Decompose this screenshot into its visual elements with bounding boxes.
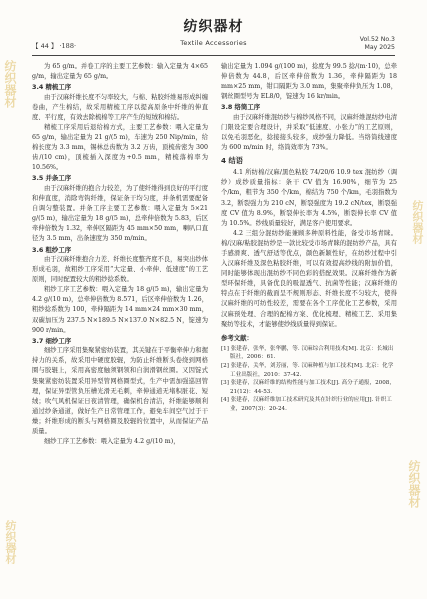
journal-subtitle: Textile Accessories xyxy=(180,39,247,47)
journal-code: ·188· xyxy=(59,42,77,50)
right-column xyxy=(221,62,397,414)
body-paragraph: 由于汉麻纤维混纺纱与棉纱风格不同，汉麻纤维混纺纱电清门限设定要合理设计，并采取“低速度、小张力”的工艺原则，以免毛羽恶化，捻接接头较多，成纱强力降低。当络筒线速度为 600 m/min 时，络筒效率为 73%。 xyxy=(221,113,397,152)
section-heading: 3.5 并条工序 xyxy=(32,174,72,183)
body-paragraph: 为 65 g/m。并卷工序的主要工艺参数：输入定量为 4×65 g/m，输出定量为 65 g/m。 xyxy=(32,63,208,81)
body-paragraph: 由于汉麻纤维抱合力差、纤维长度整齐度不良，易突出纱体形成毛羽，故粗纱工序采用“大定量、小牵伸、低速度”的工艺原则，同时配置较大的粗纱捻系数。 xyxy=(32,256,208,284)
volume-number: Vol.52 No.3 xyxy=(359,36,395,43)
reference-item: [4] 张建春，汉麻纤维加工技术研究及其在针织行业的应用[J]. 针织工业，2007(3)：20-24. xyxy=(221,397,392,412)
issue-info xyxy=(360,36,395,51)
section-heading: 3.4 精梳工序 xyxy=(32,83,72,92)
body-paragraph: 由于汉麻纤维长度不匀率较大，与棉、粘胶纤维易形成纠缠卷曲，产生棉结，故采用精梳工序以提高原条中纤维的伸直度、平行度，有效去除梳棉等工序产生的短绒和棉结。 xyxy=(32,93,208,121)
watermark-text: 纺织器材 xyxy=(4,520,17,564)
section-heading: 3.6 粗纱工序 xyxy=(32,245,72,254)
page-header xyxy=(0,0,427,60)
body-paragraph: 精梳工序采用后退给棉方式，主要工艺参数：喂入定量为 65 g/m，输出定量为 21 g/(5 m)，车速为 250 Nip/min，给棉长度为 3.3 mm，锡林总齿数为 3.2 万齿，顶梳齿密为 300 齿/(10 cm)，顶梳插入深度为+0.5 mm，精梳落棉率为 10.56%。 xyxy=(32,123,208,172)
watermark-text: 纺织器材 xyxy=(411,200,424,244)
section-heading: 3.8 络筒工序 xyxy=(221,103,261,112)
body-paragraph: 4.1 所纺棉/汉麻/黑色粘胶 74/20/6 10.9 tex 混纺纱（调纱）成纱质量指标：条干 CV 值为 16.90%，细节为 25 个/km，粗节为 350 个/km，棉结为 750 个/km，毛羽指数为 3.2，断裂强力为 210 cN，断裂强度为 19.2 cN/tex，断裂强度 CV 值为 8.9%，断裂伸长率为 4.5%，断裂伸长率 CV 值为 10.5%。纱线质量较好，满足客户使用要求。 xyxy=(221,169,397,227)
issue-date: May 2025 xyxy=(364,43,395,51)
section-heading: 4 结语 xyxy=(221,156,243,166)
left-column xyxy=(32,62,208,447)
reference-item: [2] 张建春，关华，刘芳丽，等. 汉麻种植与加工技术[M]. 北京：化学工业出版社，2010：37-42. xyxy=(221,362,394,378)
body-paragraph: 细纱工序采用集聚紧密纺装置，其关键在于平衡牵伸力和握持力的关系，故采用中硬度胶辊，为防止纤维断头卷绕到网格圈与胶辊上，采用高密度触须钢领和自润滑钢丝圈。又因锭式集聚紧密纺装置采用异型管网格圈型式，生产中需加强巡回管理，保证异型管负压槽光滑无毛刺，牵伸通道无堵积脏花、短绒；吹气风机保证日夜清管理，确保机台清洁，纤维能够顺利通过纱条通道，做好生产日常管理工作，避免车间空气过于干燥；纤维形成的断头与网格圈及胶辊的位置中，从而保证产品质量。 xyxy=(32,347,208,435)
watermark-text: 纺织器材 xyxy=(3,60,17,108)
page-number: 【 44 】 xyxy=(32,42,58,50)
section-heading: 3.7 细纱工序 xyxy=(32,336,72,345)
reference-item: [1] 张建春，张华，张华鹏，等. 汉麻综合利用技术[M]. 北京：长城出版社，2006：61. xyxy=(221,345,394,361)
body-paragraph: 输出定量为 1.094 g/(100 m)，捻度为 99.5 捻/(m·10)，总牵伸倍数为 44.8，后区牵伸倍数为 1.36，牵伸隔距为 18 mm×25 mm，钳口隔距为 3.0 mm，集聚牵伸负压为 1.08，钢丝圈型号为 EL8/0，锭速为 16 kr/min。 xyxy=(221,63,397,101)
reference-item: [3] 张建春，汉麻纤维的结构性能与加工技术[J]. 高分子通报，2008，21(12)：44-53. xyxy=(221,380,395,395)
body-paragraph: 粗纱工序工艺参数：喂入定量为 18 g/(5 m)，输出定量为 4.2 g/(10 m)，总牵伸倍数为 8.571，后区牵伸倍数为 1.26，粗纱捻系数为 100，牵伸隔距为 14 mm×24 mm×30 mm，双碳加压为 237.5 N×189.5 N×137.0 N×82.5 N，锭速为 900 r/min。 xyxy=(32,286,208,334)
body-paragraph: 4.2 三组分混纺纱能兼顾多种原料性能，备受市场青睐。棉/汉麻/粘胶混纺纱是一款比较受市场青睐的混纺纱产品，具有手感滑爽、透气舒适等优点，颜色新颖性好，在纺纱过程中引入汉麻纤维及深色粘胶纤维，可以有效提高纱线的附加价值，同时能够体现出混纺纱不同色彩的搭配效果。汉麻纤维作为新型环保纤维，具备优良的吸湿透气、抗菌等性能；汉麻纤维的特点在于纤维的截面呈不规则形态、纤维长度不匀较大，使得汉麻纤维的可纺性较差，需要在各个工序优化工艺参数，采用汉麻预处理、合理的配棉方案、优化梳理、精梳工艺、采用集聚纺等技术，才能够使纱线质量得到保证。 xyxy=(221,229,397,328)
body-paragraph: 由于汉麻纤维的抱合力较差，为了使纤维得到良好的平行度和伸直度，消除弯钩纤维，保证条干均匀度，并条机需要配备自调匀整装置。并条工序主要工艺参数：喂入定量为 5×21 g/(5 m)，输出定量为 18 g/(5 m)，总牵伸倍数为 5.83，后区牵伸倍数为 1.32，牵伸区隔距为 45 mm×50 mm，喇叭口直径为 3.5 mm，出条速度为 350 m/min。 xyxy=(32,184,208,243)
watermark-text: 纺织器材 xyxy=(407,460,421,508)
header-rule xyxy=(32,55,395,56)
journal-logo: 纺织器材 xyxy=(183,19,244,35)
references-heading: 参考文献： xyxy=(221,333,253,342)
body-paragraph: 细纱工序工艺参数：喂入定量为 4.2 g/(10 m)， xyxy=(44,438,180,446)
